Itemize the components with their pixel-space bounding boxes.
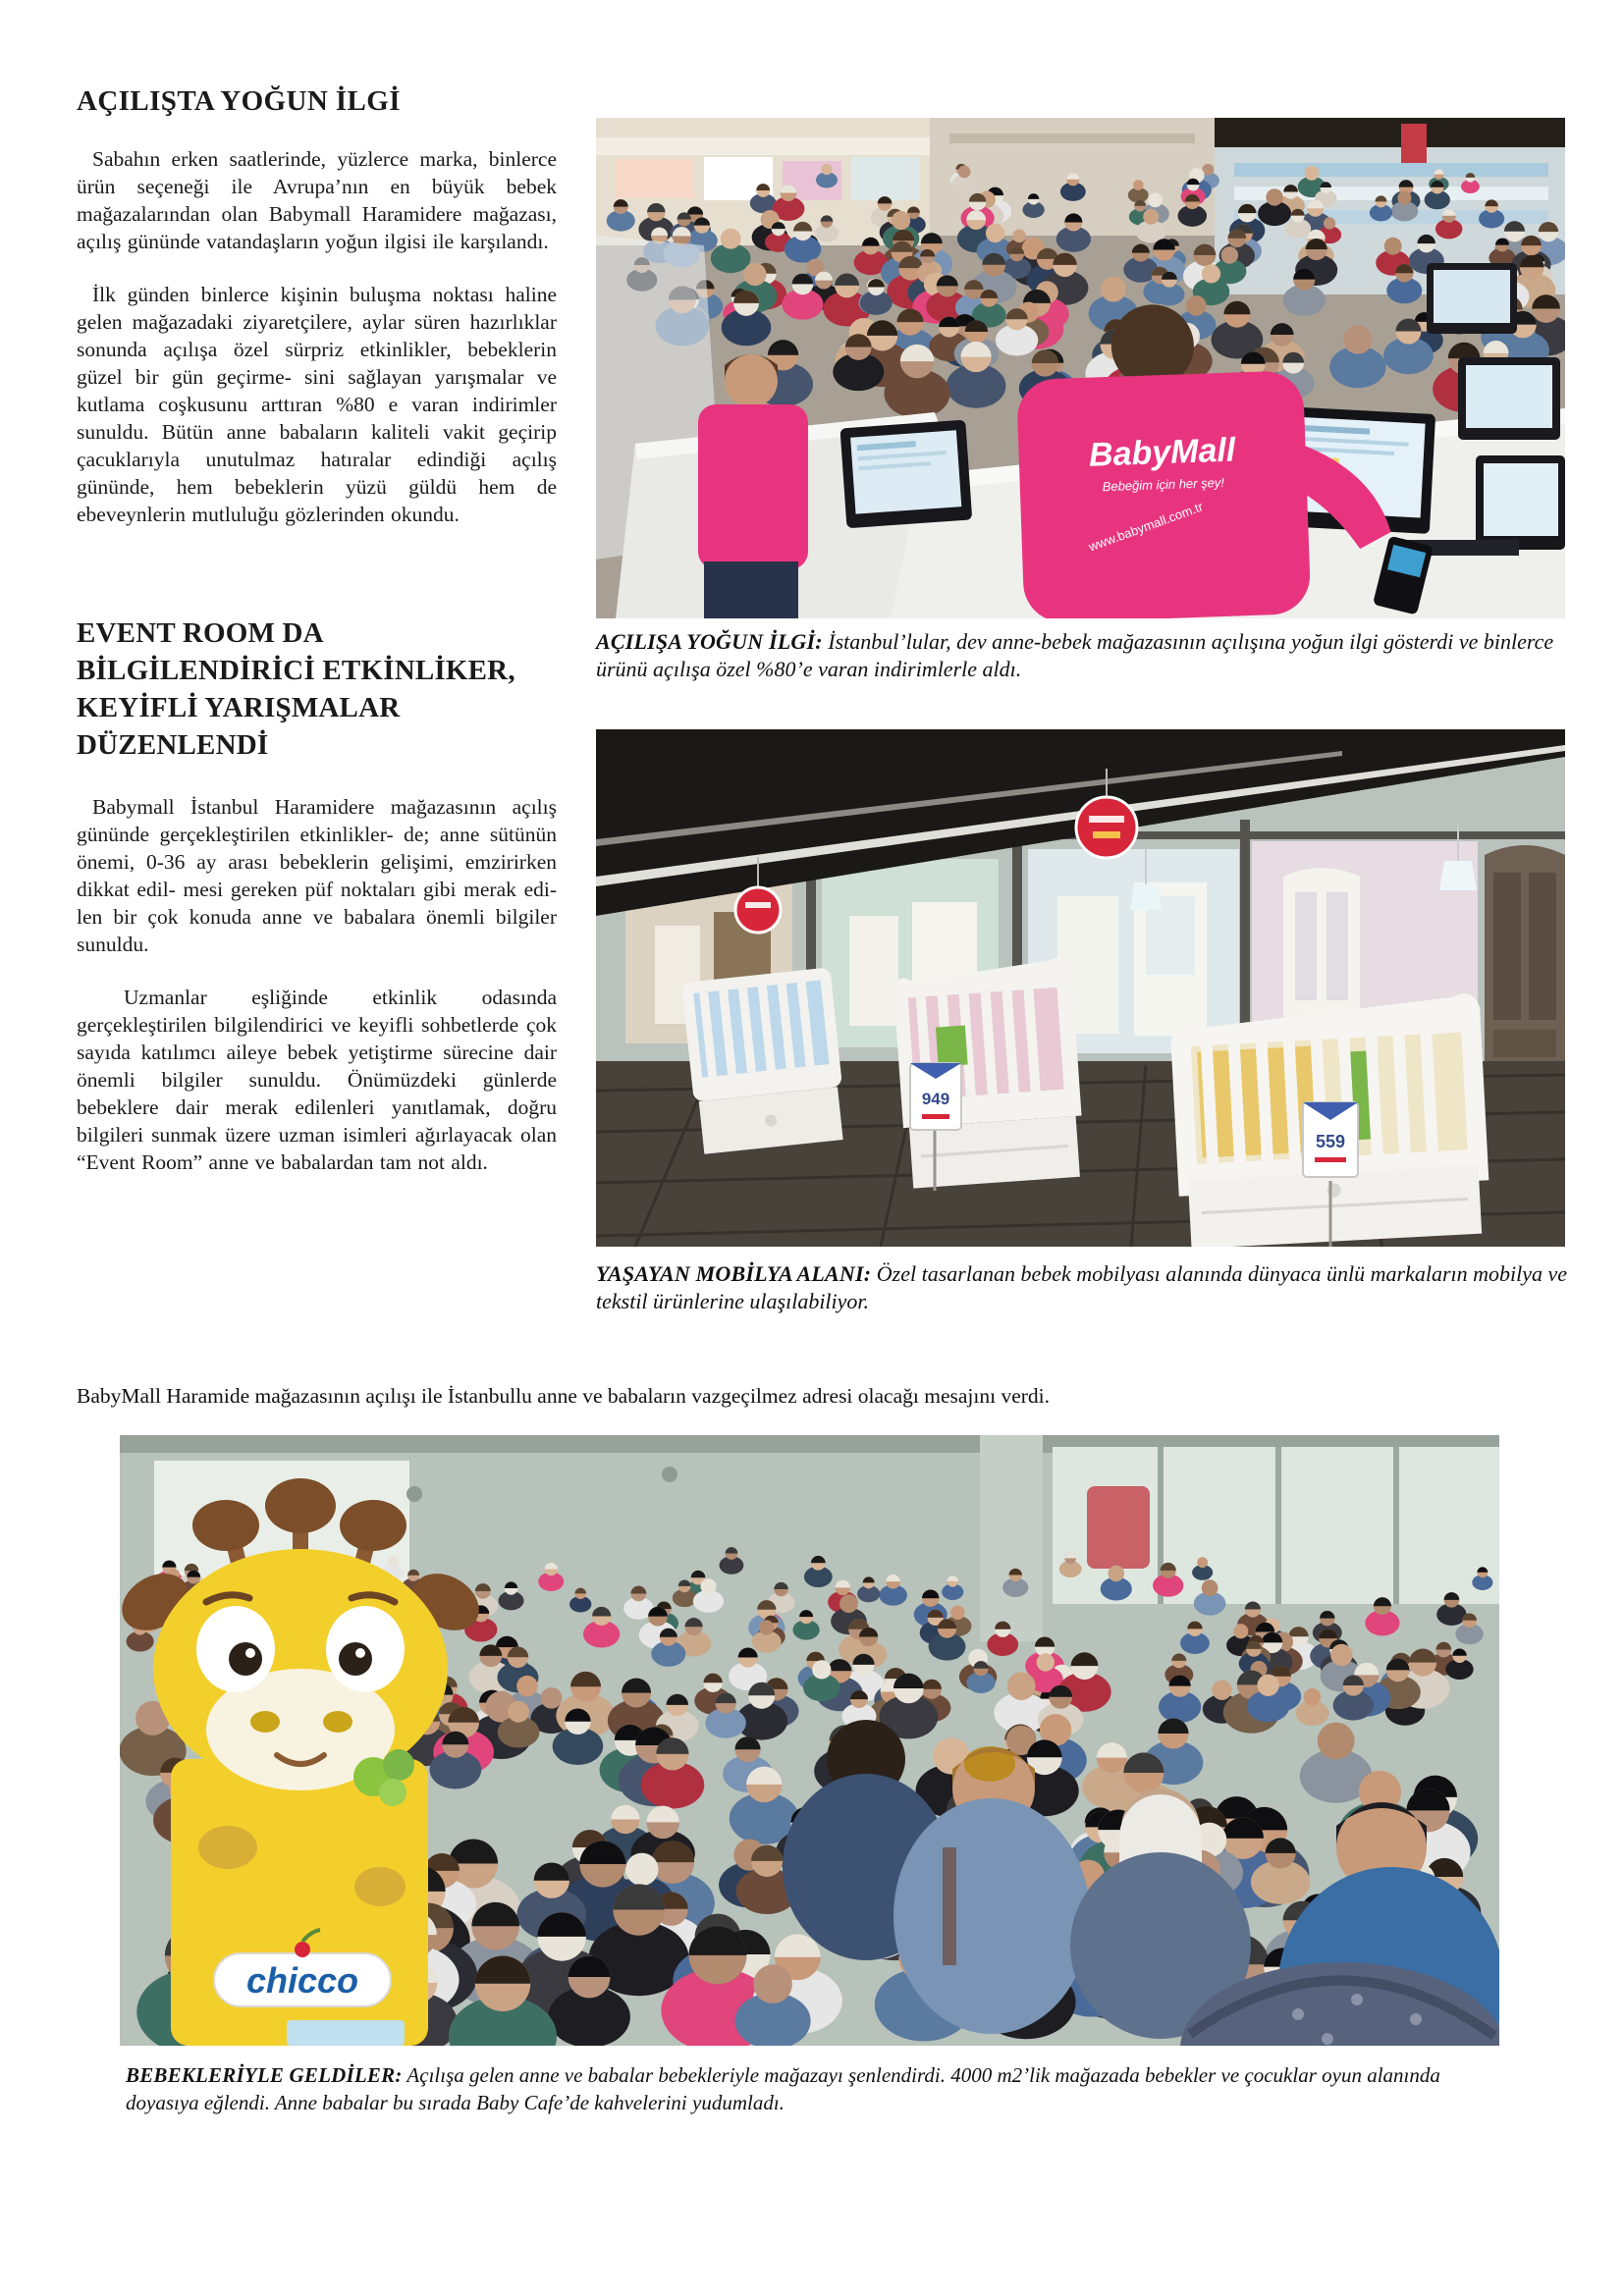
paragraph-4: Uzmanlar eşliğinde etkinlik odasında gerçekleştirilen bilgilendirici ve keyifli sohbetlerde çok sayıda katılımcı aileye bebek yetiştirme sürecine dair önemli bilgiler sunuldu. Önümüzdeki günlerde bebeklere dair merak edilenleri yanıtlamak, doğru bilgileri sunmak üzere uzman isimleri ağırlayacak olan “Event Room” anne ve babalardan tam not aldı.: [77, 986, 557, 1174]
closing-line: BabyMall Haramide mağazasının açılışı ile İstanbullu anne ve babaların vazgeçilmez adresi olacağı mesajını verdi.: [77, 1384, 1051, 1408]
babymall-url-text: www.babymall.com.tr: [1086, 499, 1206, 555]
price-559-text: 559: [1315, 1132, 1346, 1151]
paragraph-1: Sabahın erken saatlerinde, yüzlerce marka, binlerce ürün seçeneği ile Avrupa’nın en büyük bebek mağazalarından olan Babymall Haramidere mağazası, açılış gününde vatandaşların yoğun ilgisi ile karşılandı.: [77, 147, 557, 253]
caption-photo3-lead: BEBEKLERİYLE GELDİLER:: [126, 2063, 403, 2087]
babymall-logo-text: BabyMall: [1088, 431, 1236, 474]
photo-furniture-area: [596, 729, 1565, 1247]
babymall-tagline-text: Bebeğim için her şey!: [1102, 474, 1225, 495]
crib-blue: [681, 967, 848, 1154]
caption-photo1: [596, 628, 1568, 683]
caption-photo2: [596, 1260, 1568, 1315]
photo-store-opening-checkout: [596, 118, 1565, 618]
caption-photo3-text: Açılışa gelen anne ve babalar bebekleriyle mağazayı şenlendirdi. 4000 m2’lik mağazada bebekler ve çocuklar oyun alanında doyasıya eğlendi. Anne babalar bu sırada Baby Cafe’de kahvelerini yudumladı.: [126, 2063, 1440, 2114]
photo-opening-crowd: [120, 1435, 1499, 2046]
chicco-logo-text: chicco: [245, 1960, 359, 2001]
paragraph-3: Babymall İstanbul Haramidere mağazasının açılış gününde gerçekleştirilen etkinlikler- de; anne sütünün önemi, 0-36 ay arası bebeklerin gelişimi, emzirirken dikkat edil- mesi gereken püf noktaları gibi merak edi- len bir çok konuda anne ve babalara önemli bilgiler sunuldu.: [77, 795, 557, 956]
caption-photo2-text: Özel tasarlanan bebek mobilyası alanında dünyaca ünlü markaların mobilya ve tekstil ürünlerine ulaşılabiliyor.: [596, 1261, 1568, 1313]
headline-event-room: [77, 614, 557, 764]
price-949-text: 949: [921, 1090, 950, 1108]
caption-photo1-lead: AÇILIŞA YOĞUN İLGİ:: [596, 629, 823, 654]
wall-column: [980, 1435, 1043, 1641]
paragraph-2: İlk günden binlerce kişinin buluşma noktası haline gelen mağazadaki ziyaretçilere, aylar süren hazırlıklar sonunda açılışa özel sürpriz etkinlikler, bebeklerin güzel bir gün geçirme- sini sağlayan yarışmalar ve kutlama coşkusunu arttıran %80 e varan indirimler sunuldu. Bütün anne babaların kaliteli vakit geçirip çacuklarıyla unutulmaz hatıralar edindiği açılış gününde, hem bebeklerin yüzü güldü hem de ebeveynlerin mutluluğu gözlerinden okundu.: [77, 283, 557, 526]
article-column: [77, 84, 557, 1201]
headline-acilista-yogun-ilgi: AÇILIŞTA YOĞUN İLGİ: [77, 85, 401, 117]
headline2-line: EVENT ROOM DA: [77, 617, 324, 649]
mascot-base-card: [287, 2020, 405, 2046]
red-sign: [1087, 1486, 1150, 1569]
caption-photo1-text: İstanbul’lular, dev anne-bebek mağazasının açılışına yoğun ilgi gösterdi ve binlerce ürünü açılışa özel %80’e varan indirimlerle aldı.: [596, 629, 1554, 681]
headline2-line: DÜZENLENDİ: [77, 729, 269, 761]
caption-photo2-lead: YAŞAYAN MOBİLYA ALANI:: [596, 1261, 872, 1286]
headline2-line: BİLGİLENDİRİCİ ETKİNLİKER,: [77, 655, 515, 686]
headline2-line: KEYİFLİ YARIŞMALAR: [77, 692, 401, 723]
caption-photo3: [126, 2061, 1451, 2116]
